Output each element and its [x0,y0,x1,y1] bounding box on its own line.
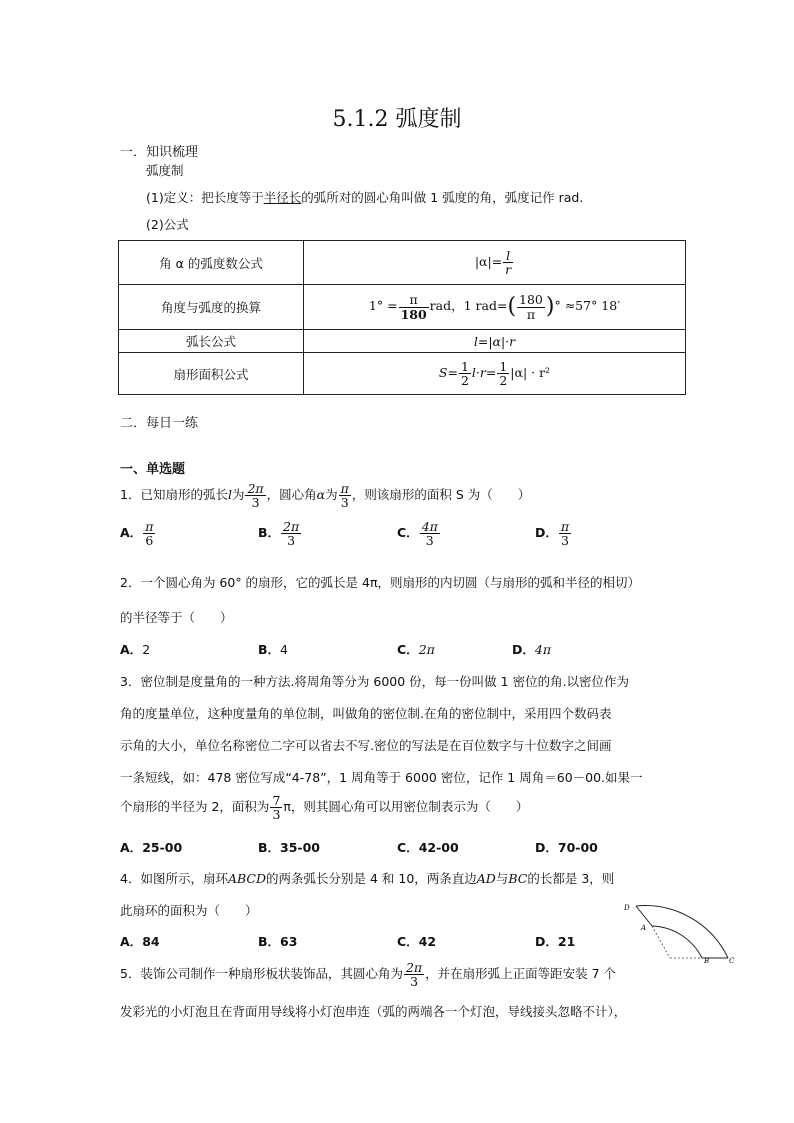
question-3-line-2: 角的度量单位，这种度量角的单位制，叫做角的密位制.在角的密位制中，采用四个数码表 [120,706,612,721]
fraction-denominator: 3 [410,974,419,989]
question-2-line-1: 2．一个圆心角为 60° 的扇形，它的弧长是 4π，则扇形的内切圆（与扇形的弧和半径的相切） [120,575,641,590]
fraction-denominator: 6 [145,533,154,549]
fraction-denominator: 3 [425,533,434,549]
question-3-line-1: 3．密位制是度量角的一种方法.将周角等分为 6000 份，每一份叫做 1 密位的角.以密位作为 [120,674,630,689]
definition-suffix: 的弧所对的圆心角叫做 1 弧度的角，弧度记作 rad. [301,190,584,205]
formula-text: 1° = [368,298,398,314]
section-daily-practice-heading: 二．每日一练 [120,416,199,431]
formula-text: |α|= [474,254,503,269]
dashed-radius [652,926,670,958]
option-d[interactable] [512,640,551,658]
fraction [497,360,509,387]
fraction [404,961,424,988]
table-cell-formula [304,285,686,330]
question-3-line-4: 一条短线，如：478 密位写成“4-78”，1 周角等于 6000 密位，记作 1 周角＝60－00.如果一 [120,770,643,785]
option-c[interactable] [397,520,441,547]
table-cell-label: 扇形面积公式 [119,353,304,395]
fraction-denominator: r [505,262,512,277]
fraction-numerator: 1 [499,358,508,374]
formula-text: S= [438,365,458,380]
label-a: A [641,924,647,932]
option-key: A． [120,934,143,949]
option-value: 25-00 [142,840,183,855]
option-b[interactable] [258,640,288,658]
formula-text: |α| · r² [510,365,551,380]
formula-table [118,240,686,395]
option-key: A． [120,840,143,855]
option-d[interactable] [535,520,572,547]
table-cell-formula [304,353,686,395]
option-key: B． [258,840,281,855]
question-text: 5．装饰公司制作一种扇形板状装饰品，其圆心角为 [120,966,403,981]
fraction-denominator: π [526,306,536,322]
math-var: BC [508,871,528,886]
sector-ring-figure [618,888,742,966]
option-value: 21 [557,934,576,949]
option-value: 70-00 [557,840,598,855]
definition-prefix: (1)定义：把长度等于 [146,190,264,205]
question-text: ，则该扇形的面积 S 为（ ） [351,487,531,502]
fraction [559,520,571,547]
fraction-numerator: 180 [519,292,543,308]
right-paren: ) [545,294,555,320]
math-var: α [316,487,326,502]
option-key: A． [120,525,143,541]
question-text: ，并在扇形弧上正面等距安装 7 个 [425,966,617,981]
fraction-numerator: π [145,519,154,534]
option-value: 42 [418,934,437,949]
fraction-denominator: 3 [340,495,349,510]
option-a[interactable] [120,520,156,547]
math-var: AD [476,871,496,886]
question-3-line-5 [120,790,528,824]
option-key: C． [397,934,419,949]
option-value: 63 [280,934,298,949]
option-key: C． [397,840,419,855]
question-text: 与 [495,871,509,886]
fraction [517,293,545,320]
page-title: 5.1.2 弧度制 [332,107,462,132]
fraction [503,249,513,276]
option-key: A． [120,642,143,657]
fraction-numerator: π [560,519,570,534]
question-text: 1．已知扇形的弧长 [120,487,228,502]
question-3-line-3: 示角的大小，单位名称密位二字可以省去不写.密位的写法是在百位数字与十位数字之间画 [120,738,612,753]
fraction [459,360,471,387]
fraction-numerator: l [503,249,513,263]
question-text: 为 [325,487,338,502]
single-choice-heading: 一、单选题 [120,462,186,477]
table-cell-formula: l=|α|·r [304,330,686,353]
fraction [339,482,351,509]
fraction [245,482,265,509]
option-c[interactable] [397,640,435,658]
fraction [399,293,429,320]
table-cell-label: 角 α 的弧度数公式 [119,241,304,285]
option-key: B． [258,642,281,657]
table-row [119,285,686,330]
definition-underlined: 半径长 [263,190,302,205]
fraction [143,520,155,547]
question-text: 个扇形的半径为 2，面积为 [120,799,270,814]
fraction-numerator: 2π [405,959,423,975]
option-value: 4π [534,642,552,657]
fraction-denominator: 3 [287,533,296,549]
fraction [270,794,282,821]
question-text: 的两条弧长分别是 4 和 10，两条直边 [266,871,477,886]
fraction-numerator: π [340,480,349,496]
formula-label: (2)公式 [146,217,189,232]
table-row [119,353,686,395]
option-d[interactable] [535,932,575,950]
formula-text: ° ≈57° 18′ [554,298,621,314]
option-value: 2π [418,642,435,657]
question-text: 的长都是 3，则 [527,871,615,886]
question-text: π，则其圆心角可以用密位制表示为（ ） [283,799,529,814]
question-4-line-1 [120,869,614,887]
fraction-denominator: 2 [499,373,508,388]
outer-arc [636,906,728,958]
formula-text: l·r= [471,365,497,380]
option-value: 42-00 [418,840,459,855]
option-d[interactable] [535,838,598,856]
question-text: ，圆心角 [266,487,317,502]
fraction-denominator: 3 [251,495,260,510]
inner-arc [652,926,702,958]
option-value: 35-00 [280,840,321,855]
fraction-numerator: 2π [247,480,264,496]
table-cell-label: 弧长公式 [119,330,304,353]
option-b[interactable] [258,838,320,856]
fraction [420,520,440,547]
fraction-denominator: 3 [561,533,569,549]
table-row [119,330,686,353]
option-key: C． [397,525,419,541]
question-4-line-2: 此扇环的面积为（ ） [120,903,258,918]
fraction-numerator: 1 [460,358,469,374]
fraction-denominator: 180 [400,306,427,322]
table-cell-label: 角度与弧度的换算 [119,285,304,330]
option-key: D． [535,840,558,855]
table-row [119,241,686,285]
fraction [281,520,301,547]
fraction-denominator: 2 [460,373,469,388]
option-key: D． [512,642,535,657]
fraction-denominator: 3 [272,807,281,822]
label-d: D [624,904,630,912]
option-c[interactable] [397,838,459,856]
question-5-line-2: 发彩光的小灯泡且在背面用导线将小灯泡串连（弧的两端各一个灯泡，导线接头忽略不计）， [120,1004,627,1019]
option-value: 4 [280,642,288,657]
option-b[interactable] [258,520,302,547]
option-a[interactable] [120,838,182,856]
label-c: C [729,957,735,965]
fraction-numerator: 4π [421,519,438,534]
question-text: 4．如图所示，扇环 [120,871,228,886]
option-c[interactable] [397,932,436,950]
option-key: C． [397,642,419,657]
table-cell-formula [304,241,686,285]
question-1 [120,480,530,510]
subsection-radian-system: 弧度制 [146,163,184,178]
formula-text: rad，1 rad= [429,298,508,314]
option-key: B． [258,525,281,541]
left-paren: ( [507,294,517,320]
section-knowledge-heading: 一．知识梳理 [120,145,199,160]
label-b: B [704,957,710,965]
option-value: 84 [142,934,160,949]
option-a[interactable] [120,640,150,658]
option-value: 2 [142,642,151,657]
option-key: D． [535,934,558,949]
fraction-numerator: 2π [283,519,300,534]
question-2-line-2: 的半径等于（ ） [120,610,233,625]
fraction-numerator: π [399,293,429,307]
option-a[interactable] [120,932,160,950]
definition-line [146,188,583,206]
math-var: ABCD [227,871,266,886]
question-5-line-1 [120,957,616,991]
fraction-numerator: 7 [272,792,281,808]
option-key: B． [258,934,281,949]
option-b[interactable] [258,932,297,950]
math-var: l [227,487,232,502]
edge-ad [636,906,652,926]
question-text: 为 [231,487,245,502]
option-key: D． [535,525,558,541]
